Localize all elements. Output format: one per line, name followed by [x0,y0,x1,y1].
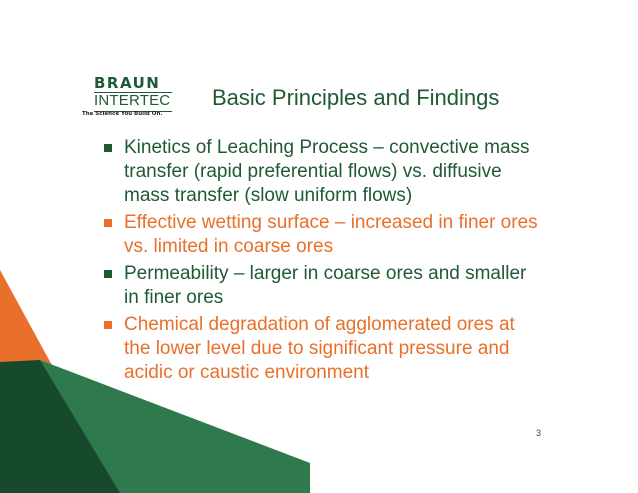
bullet-list [104,136,544,388]
logo-line1: BRAUN [94,74,161,92]
bullet-text: Chemical degradation of agglomerated ores at the lower level due to significant pressure and acidic or caustic environment [124,314,515,383]
bullet-item [104,262,544,310]
braun-intertec-logo [80,74,180,124]
bullet-text: Permeability – larger in coarse ores and smaller in finer ores [124,263,527,308]
square-bullet-icon [104,270,112,278]
slide-title: Basic Principles and Findings [212,85,500,110]
square-bullet-icon [104,144,112,152]
square-bullet-icon [104,219,112,227]
logo-line2: INTERTEC [94,92,171,109]
bullet-text: Kinetics of Leaching Process – convective mass transfer (rapid preferential flows) vs. diffusive mass transfer (slow uniform flows) [124,137,530,206]
logo-tagline: The Science You Build On. [82,111,163,117]
bullet-item [104,313,544,385]
bullet-item [104,211,544,259]
bullet-text: Effective wetting surface – increased in finer ores vs. limited in coarse ores [124,212,538,257]
bullet-item [104,136,544,208]
page-number: 3 [536,428,542,438]
square-bullet-icon [104,321,112,329]
